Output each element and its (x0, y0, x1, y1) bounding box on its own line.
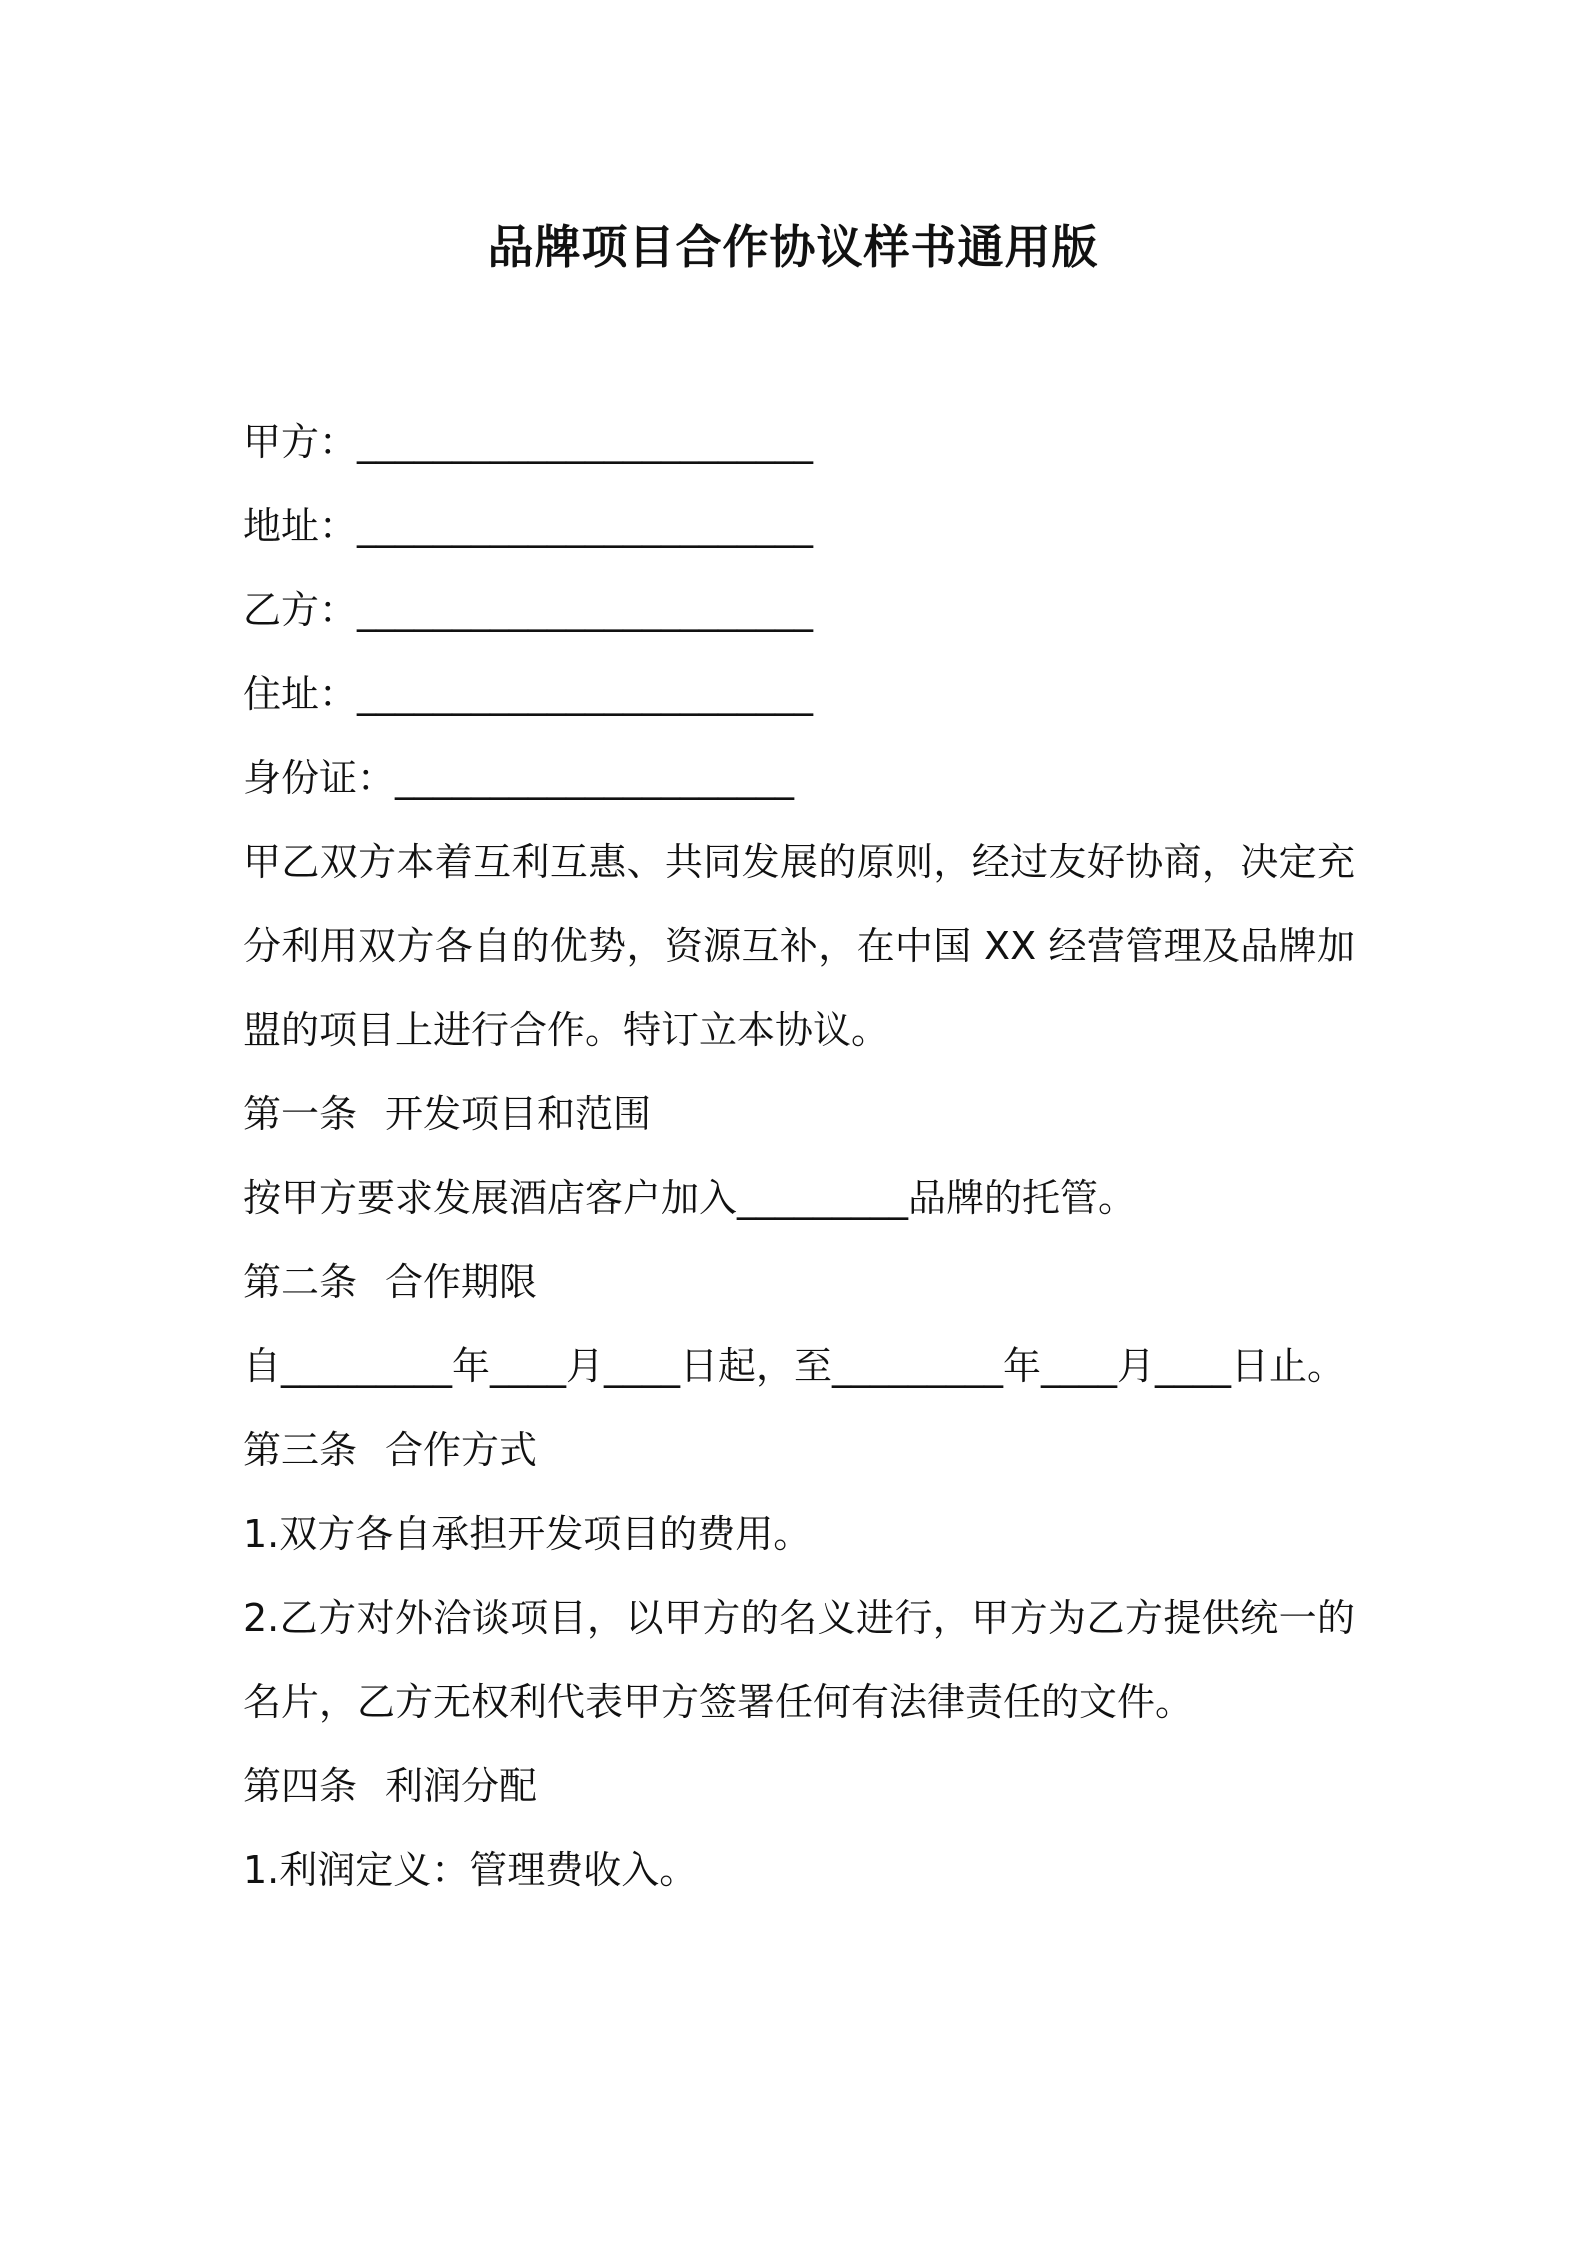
party-a-address-field: 地址：________________________ (243, 504, 814, 548)
article-3-heading (243, 1408, 1355, 1492)
article-2-number: 第二条 (243, 1260, 358, 1304)
article-1-text: 按甲方要求发展酒店客户加入_________品牌的托管。 (243, 1176, 1137, 1220)
party-b-address-field: 住址：________________________ (243, 672, 814, 716)
intro-paragraph: 甲乙双方本着互利互惠、共同发展的原则，经过友好协商，决定充分利用双方各自的优势，资源互补，在中国 XX 经营管理及品牌加盟的项目上进行合作。特订立本协议。 (243, 840, 1355, 1052)
party-b-field: 乙方：________________________ (243, 588, 814, 632)
article-4-item-1: 1.利润定义：管理费收入。 (243, 1848, 698, 1892)
article-1-number: 第一条 (243, 1092, 358, 1136)
party-a-field: 甲方：________________________ (243, 420, 814, 464)
article-3-item-1: 1.双方各自承担开发项目的费用。 (243, 1512, 812, 1556)
article-3-title: 合作方式 (385, 1428, 538, 1472)
document-title: 品牌项目合作协议样书通用版 (487, 220, 1099, 274)
article-2-title: 合作期限 (385, 1260, 538, 1304)
article-2-heading (243, 1240, 1355, 1324)
article-4-number: 第四条 (243, 1764, 358, 1808)
article-3-item-2: 2.乙方对外洽谈项目，以甲方的名义进行，甲方为乙方提供统一的名片，乙方无权利代表甲方签署任何有法律责任的文件。 (243, 1596, 1355, 1724)
article-1-title: 开发项目和范围 (385, 1092, 652, 1136)
article-3-number: 第三条 (243, 1428, 358, 1472)
article-4-heading (243, 1744, 1355, 1828)
article-2-text: 自_________年____月____日起，至_________年____月____日止。 (243, 1344, 1346, 1388)
article-1-heading (243, 1072, 1355, 1156)
article-4-title: 利润分配 (385, 1764, 538, 1808)
document-body (243, 400, 1355, 1912)
id-card-field: 身份证：_____________________ (243, 756, 795, 800)
